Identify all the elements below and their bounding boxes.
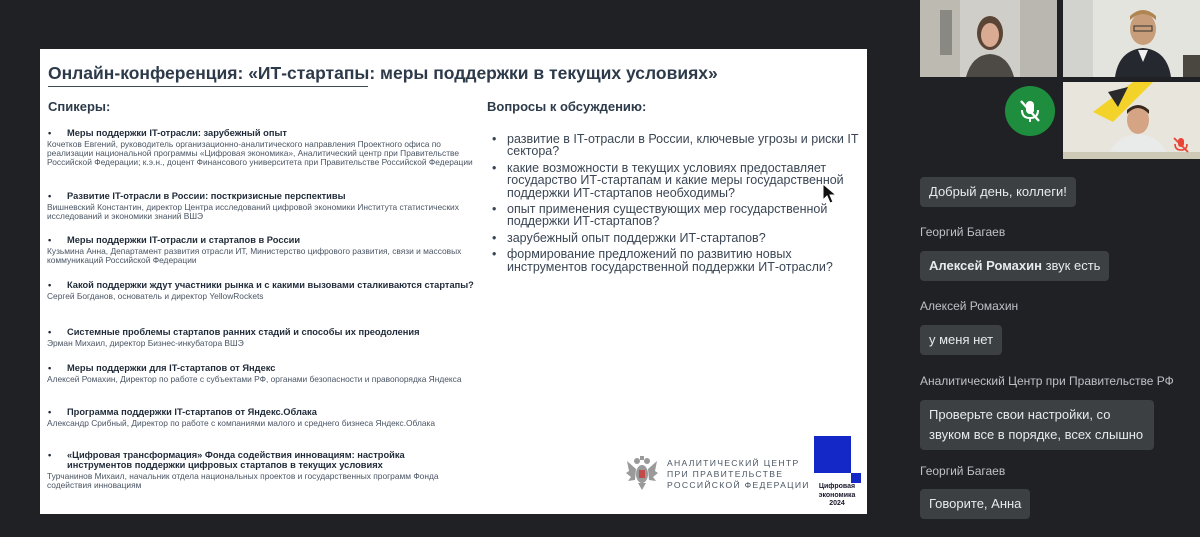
question-item xyxy=(492,248,867,273)
chat-message xyxy=(920,251,1109,281)
chat-message-text: звук есть xyxy=(1041,258,1101,273)
question-text: зарубежный опыт поддержки ИТ-стартапов? xyxy=(507,230,766,245)
speaker-topic: Развитие IT-отрасли в России: посткризисные перспективы xyxy=(67,191,346,201)
logo-line: экономика xyxy=(818,491,856,499)
logo-line: 2024 xyxy=(829,500,845,507)
speaker-topic: Какой поддержки ждут участники рынка и с какими вызовами сталкиваются стартапы? xyxy=(67,280,474,290)
speaker-person: Сергей Богданов, основатель и директор YellowRockets xyxy=(47,291,264,301)
chat-message xyxy=(920,489,1030,519)
speaker-person: Эрман Михаил, директор Бизнес-инкубатора ВШЭ xyxy=(47,338,244,348)
speakers-heading: Спикеры: xyxy=(48,99,111,114)
speaker-item xyxy=(47,450,472,490)
chat-sender-name: Георгий Багаев xyxy=(920,225,1006,239)
russian-coat-of-arms-icon xyxy=(625,455,659,491)
logo-line: РОССИЙСКОЙ ФЕДЕРАЦИИ xyxy=(667,480,810,490)
mic-off-icon xyxy=(1005,86,1055,136)
chat-sender-name: Алексей Ромахин xyxy=(920,299,1019,313)
bullet: • xyxy=(492,132,497,146)
speaker-person: Алексей Ромахин, Директор по работе с субъектами РФ, органами безопасности и правопорядка Яндекса xyxy=(47,374,462,384)
digital-economy-label xyxy=(812,483,862,509)
question-text: опыт применения существующих мер государственной поддержки ИТ-стартапов? xyxy=(507,202,828,229)
speaker-item xyxy=(47,128,477,168)
speaker-person: Кочетков Евгений, руководитель организационно-аналитического направления Проектного офиса по реализации национальной программы «Цифровая экономика», Аналитический центр при Правительстве Российской Федерации; к.э.н., доцент Финансового университета при Правительстве Российской Федерации xyxy=(47,139,473,168)
speaker-person: Александр Срибный, Директор по работе с компаниями малого и среднего бизнеса Яндекс.Облака xyxy=(47,418,436,428)
logo-square xyxy=(814,436,851,473)
analytic-center-logo-text xyxy=(667,458,810,491)
question-item xyxy=(492,232,867,244)
participant-video xyxy=(920,0,1057,77)
chat-message xyxy=(920,325,1002,355)
speaker-item xyxy=(47,280,477,301)
speaker-topic: Системные проблемы стартапов ранних стадий и способы их преодоления xyxy=(67,327,420,337)
question-item xyxy=(492,133,867,158)
speaker-person: Кузьмина Анна, Департамент развития отрасли ИТ, Министерство цифрового развития, связи и массовых коммуникаций Российской Федерации xyxy=(47,246,462,266)
questions-heading: Вопросы к обсуждению: xyxy=(487,99,647,114)
bullet: • xyxy=(48,280,52,290)
speaker-topic: Меры поддержки для IT-стартапов от Яндекс xyxy=(67,363,276,373)
digital-economy-logo xyxy=(812,436,862,511)
bullet: • xyxy=(48,235,52,245)
speaker-topic: «Цифровая трансформация» Фонда содействия инновациям: настройка инструментов поддержки цифровых стартапов в текущих условиях xyxy=(67,450,405,470)
participant-video-tile[interactable] xyxy=(920,0,1057,77)
speaker-person: Турчанинов Михаил, начальник отдела национальных проектов и государственных программ Фонда содействия инновациям xyxy=(47,471,439,491)
mute-indicator[interactable] xyxy=(1005,86,1055,136)
chat-message xyxy=(920,177,1076,207)
speaker-topic: Меры поддержки IT-отрасли: зарубежный опыт xyxy=(67,128,287,138)
question-text: развитие в IT-отрасли в России, ключевые угрозы и риски IT сектора? xyxy=(507,132,859,159)
bullet: • xyxy=(492,202,497,217)
discussion-questions-list xyxy=(492,133,867,277)
question-item xyxy=(492,203,867,228)
question-text: формирование предложений по развитию новых инструментов государственной поддержки ИТ-отрасли? xyxy=(507,247,833,274)
mouse-pointer-icon xyxy=(822,183,838,205)
question-text: какие возможности в текущих условиях предоставляет государство ИТ-стартапам и какие меры государственной поддержки ИТ-стартапов необходимы? xyxy=(507,160,844,200)
participant-video xyxy=(1063,0,1200,77)
mic-off-icon xyxy=(1172,136,1190,154)
bullet: • xyxy=(48,128,52,138)
bullet: • xyxy=(48,191,52,201)
title-underline xyxy=(48,86,368,87)
bullet: • xyxy=(492,247,497,262)
chat-message-text: у меня нет xyxy=(929,332,994,347)
speaker-item xyxy=(47,407,477,428)
speaker-item xyxy=(47,235,477,265)
speaker-person: Вишневский Константин, директор Центра исследований цифровой экономики Института статистических исследований и экономики знаний ВШЭ xyxy=(47,202,459,222)
speaker-item xyxy=(47,363,477,384)
bullet: • xyxy=(492,160,497,175)
bullet: • xyxy=(48,407,52,417)
speaker-item xyxy=(47,191,477,221)
logo-square xyxy=(851,473,861,483)
chat-message-text: Говорите, Анна xyxy=(929,496,1022,511)
bullet: • xyxy=(48,327,52,337)
chat-sender-name: Георгий Багаев xyxy=(920,464,1006,478)
chat-sender-name: Аналитический Центр при Правительстве РФ xyxy=(920,374,1174,388)
speaker-item xyxy=(47,327,477,348)
chat-message-text: Добрый день, коллеги! xyxy=(929,184,1067,199)
bullet: • xyxy=(492,230,497,245)
shared-presentation-slide xyxy=(40,49,867,514)
chat-message-text: Проверьте свои настройки, со звуком все в порядке, всех слышно xyxy=(929,407,1144,442)
chat-mention[interactable]: Алексей Ромахин xyxy=(929,258,1042,273)
chat-message xyxy=(920,400,1154,450)
question-item xyxy=(492,162,867,199)
logo-line: ПРИ ПРАВИТЕЛЬСТВЕ xyxy=(667,469,784,479)
bullet: • xyxy=(48,363,52,373)
logo-line: АНАЛИТИЧЕСКИЙ ЦЕНТР xyxy=(667,458,800,468)
logo-line: Цифровая xyxy=(818,483,856,490)
slide-title: Онлайн-конференция: «ИТ-стартапы: меры поддержки в текущих условиях» xyxy=(48,63,718,83)
speaker-topic: Программа поддержки IT-стартапов от Яндекс.Облака xyxy=(67,407,317,417)
speaker-topic: Меры поддержки IT-отрасли и стартапов в России xyxy=(67,235,301,245)
bullet: • xyxy=(48,450,52,460)
participant-video-tile[interactable] xyxy=(1063,0,1200,77)
